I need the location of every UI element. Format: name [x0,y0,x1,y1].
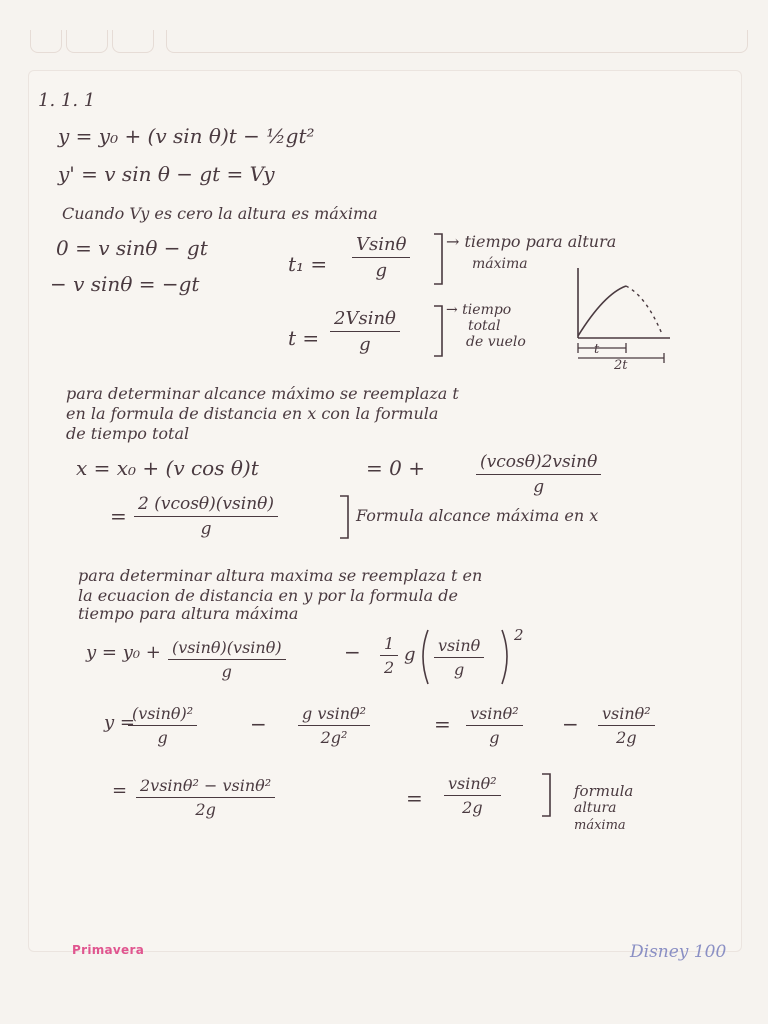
y-sub-denominator: g [221,662,232,681]
t1-label-line1: → tiempo para altura [446,232,617,251]
y3-equals-2: = [406,786,423,810]
t-bracket [432,304,446,360]
t1-lhs: t₁ = [288,252,328,276]
y3-term-b-denominator: 2g [462,798,483,817]
altura-line2: la ecuacion de distancia en y por la formula de [78,586,458,605]
altura-line1: para determinar altura maxima se reemplaza t en [78,566,483,585]
cuando-text: Cuando Vy es cero la altura es máxima [62,204,378,223]
x-result-equals: = [110,504,127,528]
t-label-line2: total [468,318,501,334]
y2-term-a [128,704,197,747]
primavera-logo: Primavera [72,943,145,957]
notebook-tab [166,30,748,53]
y3-term-b-numerator: vsinθ² [444,774,501,796]
y2-term-c [466,704,523,747]
equation-y-derivative: y' = v sin θ − gt = Vy [58,162,275,186]
y3-term-a-numerator: 2vsinθ² − vsinθ² [136,776,275,798]
y-sub-paren-denominator: g [454,660,465,679]
x-equation-mid: = 0 + [366,456,425,480]
y3-term-a [136,776,275,819]
equation-y-position: y = y₀ + (v sin θ)t − ½gt² [58,124,315,148]
y2-lhs: y = [104,712,135,733]
x-equation-left: x = x₀ + (v cos θ)t [76,456,259,480]
x-equation-numerator: (vcosθ)2vsinθ [476,452,601,475]
y-sub-numerator: (vsinθ)(vsinθ) [168,638,286,660]
equation-negative: − v sinθ = −gt [50,272,200,296]
t-lhs: t = [288,326,320,350]
y3-term-b [444,774,501,817]
disney-100-logo: Disney 100 [630,942,727,962]
y3-equals: = [112,780,128,801]
x-equation-fraction [476,452,601,497]
y3-bracket [540,772,554,820]
y2-equals: = [434,712,451,736]
t1-label-line2: máxima [472,256,528,272]
y-sub-fraction [168,638,286,681]
y3-label-line3: máxima [574,818,626,833]
altura-line3: tiempo para altura máxima [78,604,299,623]
t-fraction [330,308,400,355]
y2-term-d-denominator: 2g [616,728,637,747]
y-sub-paren-fraction [434,636,484,679]
t-denominator: g [359,334,371,355]
y2-minus-1: − [250,712,267,736]
alcance-line2: en la formula de distancia en x con la formula [66,404,439,423]
y2-term-b-numerator: g vsinθ² [298,704,370,726]
y3-label-line2: altura [574,800,617,816]
x-equation-denominator: g [533,477,545,497]
graph-label-t: t [594,342,600,357]
notebook-top-tabs [30,30,750,56]
x-result-numerator: 2 (vcosθ)(vsinθ) [134,494,278,517]
alcance-line3: de tiempo total [66,424,190,443]
notebook-tab [66,30,108,53]
x-result-fraction [134,494,278,539]
y-sub-g: g [404,644,416,665]
y3-term-a-denominator: 2g [195,800,216,819]
t-label-line3: de vuelo [466,334,526,350]
y-sub-half-numerator: 1 [380,634,398,656]
y2-term-b [298,704,370,747]
notebook-tab [30,30,62,53]
y2-term-a-denominator: g [157,728,168,747]
notebook-tab [112,30,154,53]
y-sub-paren-numerator: vsinθ [434,636,484,658]
t1-denominator: g [375,260,387,281]
y2-term-c-numerator: vsinθ² [466,704,523,726]
x-result-label: Formula alcance máxima en x [356,506,599,525]
graph-label-2t: 2t [614,358,628,373]
y2-term-d-numerator: vsinθ² [598,704,655,726]
section-heading: 1. 1. 1 [38,90,96,111]
x-result-denominator: g [200,519,212,539]
y-sub-minus: − [344,640,361,664]
x-result-bracket [338,494,352,542]
alcance-line1: para determinar alcance máximo se reemplaza t [66,384,459,403]
y3-label-line1: formula [574,782,634,800]
y-sub-lhs: y = y₀ + [86,642,161,663]
y-sub-half [380,634,398,677]
t1-fraction [352,234,410,281]
y2-term-a-numerator: (vsinθ)² [128,704,197,726]
t-label-line1: → tiempo [446,302,512,318]
t1-numerator: Vsinθ [352,234,410,258]
y2-minus-2: − [562,712,579,736]
y-sub-square: 2 [514,626,524,644]
y2-term-d [598,704,655,747]
y2-term-c-denominator: g [489,728,500,747]
y-sub-half-denominator: 2 [384,658,395,677]
t-numerator: 2Vsinθ [330,308,400,332]
t1-bracket [432,232,446,288]
equation-zero: 0 = v sinθ − gt [56,236,208,260]
y2-term-b-denominator: 2g² [320,728,348,747]
